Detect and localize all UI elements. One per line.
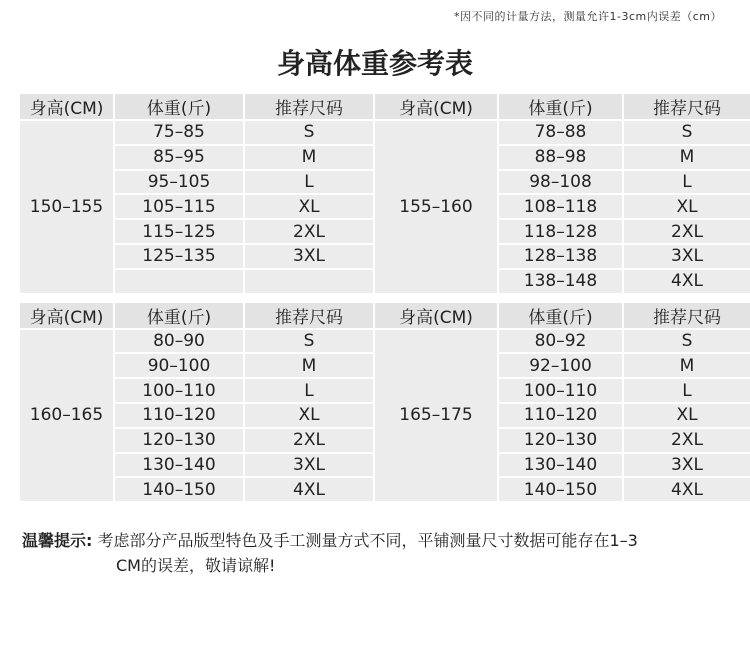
- column-header: 推荐尺码: [624, 303, 750, 328]
- size-cell: XL: [624, 195, 750, 218]
- weight-cell: 105–115: [115, 195, 243, 218]
- size-cell: M: [245, 146, 373, 169]
- weight-cell: 125–135: [115, 245, 243, 268]
- size-cell: L: [245, 171, 373, 194]
- table-row: [20, 330, 750, 353]
- weight-cell: 110–120: [115, 404, 243, 427]
- size-cell: S: [624, 330, 750, 353]
- column-header: 推荐尺码: [245, 303, 373, 328]
- weight-cell: 120–130: [499, 429, 622, 452]
- size-cell: [245, 270, 373, 293]
- height-range-cell: 155–160: [375, 121, 497, 293]
- size-cell: 2XL: [245, 429, 373, 452]
- weight-cell: 128–138: [499, 245, 622, 268]
- size-cell: XL: [245, 404, 373, 427]
- weight-cell: 100–110: [499, 379, 622, 402]
- column-header: 体重(斤): [115, 303, 243, 328]
- column-header: 身高(CM): [375, 94, 497, 119]
- size-cell: XL: [245, 195, 373, 218]
- measurement-note: *因不同的计量方法，测量允许1-3cm内误差（cm）: [454, 10, 722, 23]
- column-header: 身高(CM): [375, 303, 497, 328]
- size-cell: M: [245, 354, 373, 377]
- weight-cell: 100–110: [115, 379, 243, 402]
- header-row: [20, 303, 750, 328]
- weight-cell: 75–85: [115, 121, 243, 144]
- weight-cell: 120–130: [115, 429, 243, 452]
- tip-text-line2: CM的误差，敬请谅解!: [116, 556, 276, 575]
- column-header: 体重(斤): [499, 94, 622, 119]
- size-cell: 4XL: [624, 270, 750, 293]
- weight-cell: 140–150: [115, 478, 243, 501]
- weight-cell: 130–140: [115, 454, 243, 477]
- weight-cell: 130–140: [499, 454, 622, 477]
- size-cell: 2XL: [624, 220, 750, 243]
- weight-cell: 115–125: [115, 220, 243, 243]
- size-cell: 3XL: [245, 245, 373, 268]
- weight-cell: 85–95: [115, 146, 243, 169]
- column-header: 身高(CM): [20, 303, 113, 328]
- size-chart: [20, 92, 740, 503]
- size-cell: 2XL: [245, 220, 373, 243]
- size-cell: 2XL: [624, 429, 750, 452]
- size-cell: M: [624, 354, 750, 377]
- size-cell: L: [245, 379, 373, 402]
- weight-cell: 78–88: [499, 121, 622, 144]
- weight-cell: 80–90: [115, 330, 243, 353]
- column-header: 身高(CM): [20, 94, 113, 119]
- size-cell: 3XL: [245, 454, 373, 477]
- column-header: 推荐尺码: [624, 94, 750, 119]
- column-header: 体重(斤): [115, 94, 243, 119]
- tip-note: [22, 528, 742, 578]
- weight-cell: [115, 270, 243, 293]
- weight-cell: 92–100: [499, 354, 622, 377]
- weight-cell: 110–120: [499, 404, 622, 427]
- header-row: [20, 94, 750, 119]
- weight-cell: 118–128: [499, 220, 622, 243]
- weight-cell: 140–150: [499, 478, 622, 501]
- column-header: 体重(斤): [499, 303, 622, 328]
- tip-text-line1: 考虑部分产品版型特色及手工测量方式不同，平铺测量尺寸数据可能存在1–3: [92, 531, 638, 550]
- column-header: 推荐尺码: [245, 94, 373, 119]
- weight-cell: 90–100: [115, 354, 243, 377]
- size-cell: L: [624, 379, 750, 402]
- size-cell: M: [624, 146, 750, 169]
- size-cell: 3XL: [624, 245, 750, 268]
- weight-cell: 108–118: [499, 195, 622, 218]
- table-row: [20, 121, 750, 144]
- size-cell: XL: [624, 404, 750, 427]
- height-range-cell: 150–155: [20, 121, 113, 293]
- size-cell: 4XL: [245, 478, 373, 501]
- weight-cell: 95–105: [115, 171, 243, 194]
- size-cell: S: [624, 121, 750, 144]
- size-cell: S: [245, 330, 373, 353]
- tip-label: 温馨提示:: [22, 531, 93, 550]
- height-range-cell: 160–165: [20, 330, 113, 502]
- size-cell: 3XL: [624, 454, 750, 477]
- size-table: [18, 92, 750, 503]
- page-title: 身高体重参考表: [276, 47, 473, 80]
- section-gap: [20, 295, 750, 301]
- weight-cell: 98–108: [499, 171, 622, 194]
- weight-cell: 138–148: [499, 270, 622, 293]
- size-cell: 4XL: [624, 478, 750, 501]
- weight-cell: 80–92: [499, 330, 622, 353]
- height-range-cell: 165–175: [375, 330, 497, 502]
- size-cell: L: [624, 171, 750, 194]
- weight-cell: 88–98: [499, 146, 622, 169]
- size-cell: S: [245, 121, 373, 144]
